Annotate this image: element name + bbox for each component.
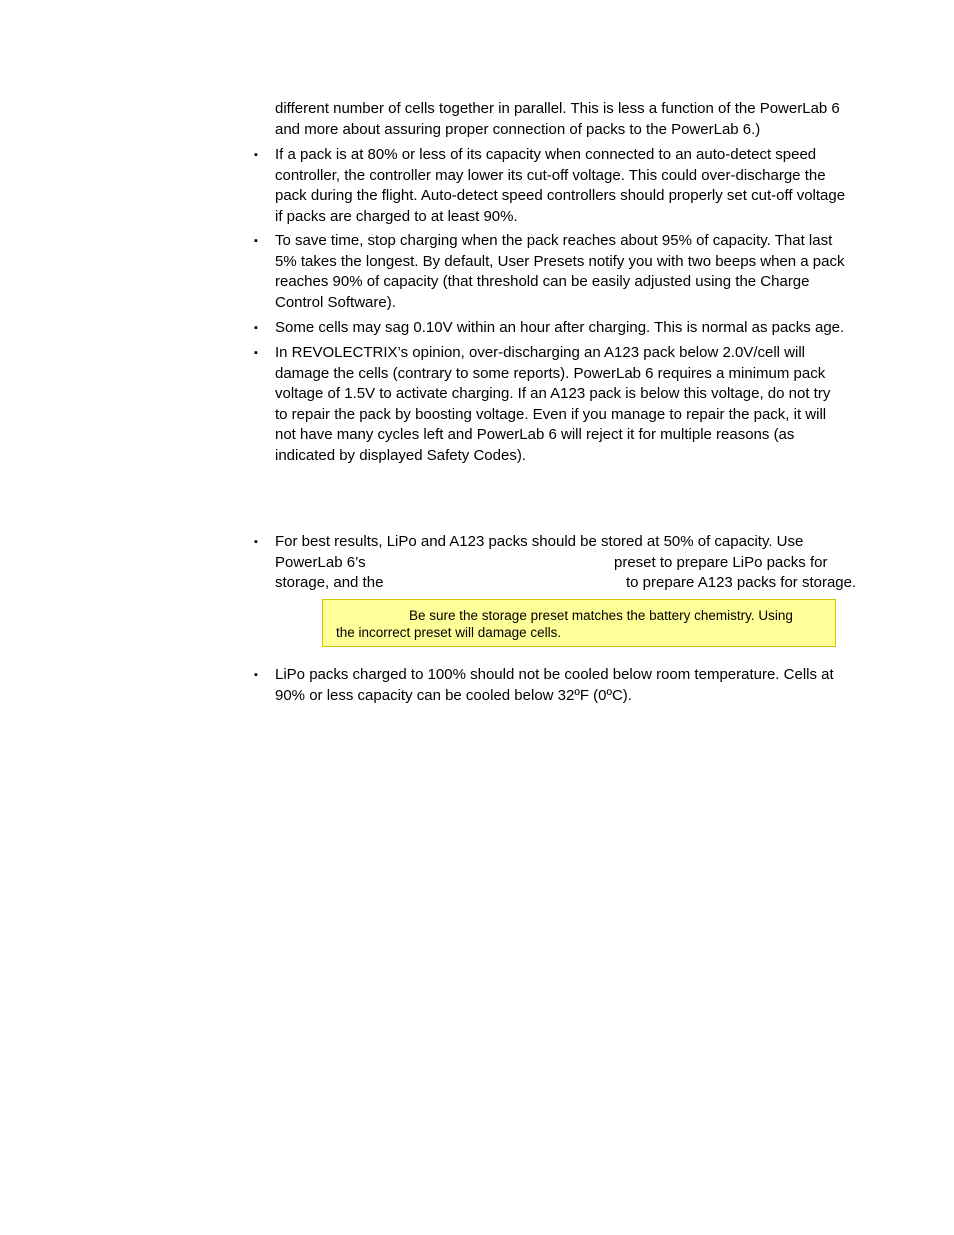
bullet-line: pack during the flight. Auto-detect speed controllers should properly set cut-off voltage [275,187,846,204]
bullet-marker [254,532,262,553]
bullet-save-time [275,231,875,313]
intro-line: and more about assuring proper connection of packs to the PowerLab 6.) [275,120,761,138]
bullet-line [275,573,875,594]
bullet-line: To save time, stop charging when the pack reaches about 95% of capacity. That last [275,232,833,249]
bullet-marker [254,231,262,252]
bullet-line: 90% or less capacity can be cooled below 32ºF (0ºC). [275,686,632,704]
bullet-line: reaches 90% of capacity (that threshold can be easily adjusted using the Charge [275,273,810,290]
bullet-cell-sag [275,318,875,339]
bullet-marker [254,318,262,339]
bullet-line: indicated by displayed Safety Codes). [275,446,526,464]
bullet-line: If a pack is at 80% or less of its capacity when connected to an auto-detect speed [275,146,817,163]
intro-line: different number of cells together in parallel. This is less a function of the PowerLab 6 [275,100,840,117]
bullet-storage [275,532,875,594]
storage-text-right: to prepare A123 packs for storage. [626,574,857,591]
bullet-marker [254,343,262,364]
note-line: Be sure the storage preset matches the battery chemistry. Using [409,608,793,623]
bullet-autodetect [275,145,875,227]
bullet-over-discharge [275,343,875,466]
bullet-line: 5% takes the longest. By default, User Presets notify you with two beeps when a pack [275,252,845,270]
caution-note [322,599,836,647]
bullet-line: In REVOLECTRIX’s opinion, over-discharging an A123 pack below 2.0V/cell will [275,344,805,361]
bullet-line: LiPo packs charged to 100% should not be cooled below room temperature. Cells at [275,666,834,683]
bullet-line: voltage of 1.5V to activate charging. If an A123 pack is below this voltage, do not try [275,385,831,402]
bullet-marker [254,665,262,686]
bullet-line: Some cells may sag 0.10V within an hour after charging. This is normal as packs age. [275,319,845,336]
bullet-line: For best results, LiPo and A123 packs should be stored at 50% of capacity. Use [275,533,804,550]
bullet-line: to repair the pack by boosting voltage. Even if you manage to repair the pack, it will [275,405,827,423]
bullet-cooling [275,665,875,706]
intro-paragraph [275,99,875,140]
bullet-line: Control Software). [275,293,396,311]
storage-text-left: storage, and the [275,574,384,591]
bullet-line: controller, the controller may lower its cut-off voltage. This could over-discharge the [275,166,826,184]
bullet-line: damage the cells (contrary to some reports). PowerLab 6 requires a minimum pack [275,364,826,382]
bullet-line: if packs are charged to at least 90%. [275,207,518,225]
storage-text-left: PowerLab 6’s [275,553,366,571]
bullet-line [275,553,875,574]
note-line: the incorrect preset will damage cells. [336,625,562,640]
storage-text-right: preset to prepare LiPo packs for [614,553,828,571]
bullet-marker [254,145,262,166]
bullet-line: not have many cycles left and PowerLab 6 will reject it for multiple reasons (as [275,426,795,443]
